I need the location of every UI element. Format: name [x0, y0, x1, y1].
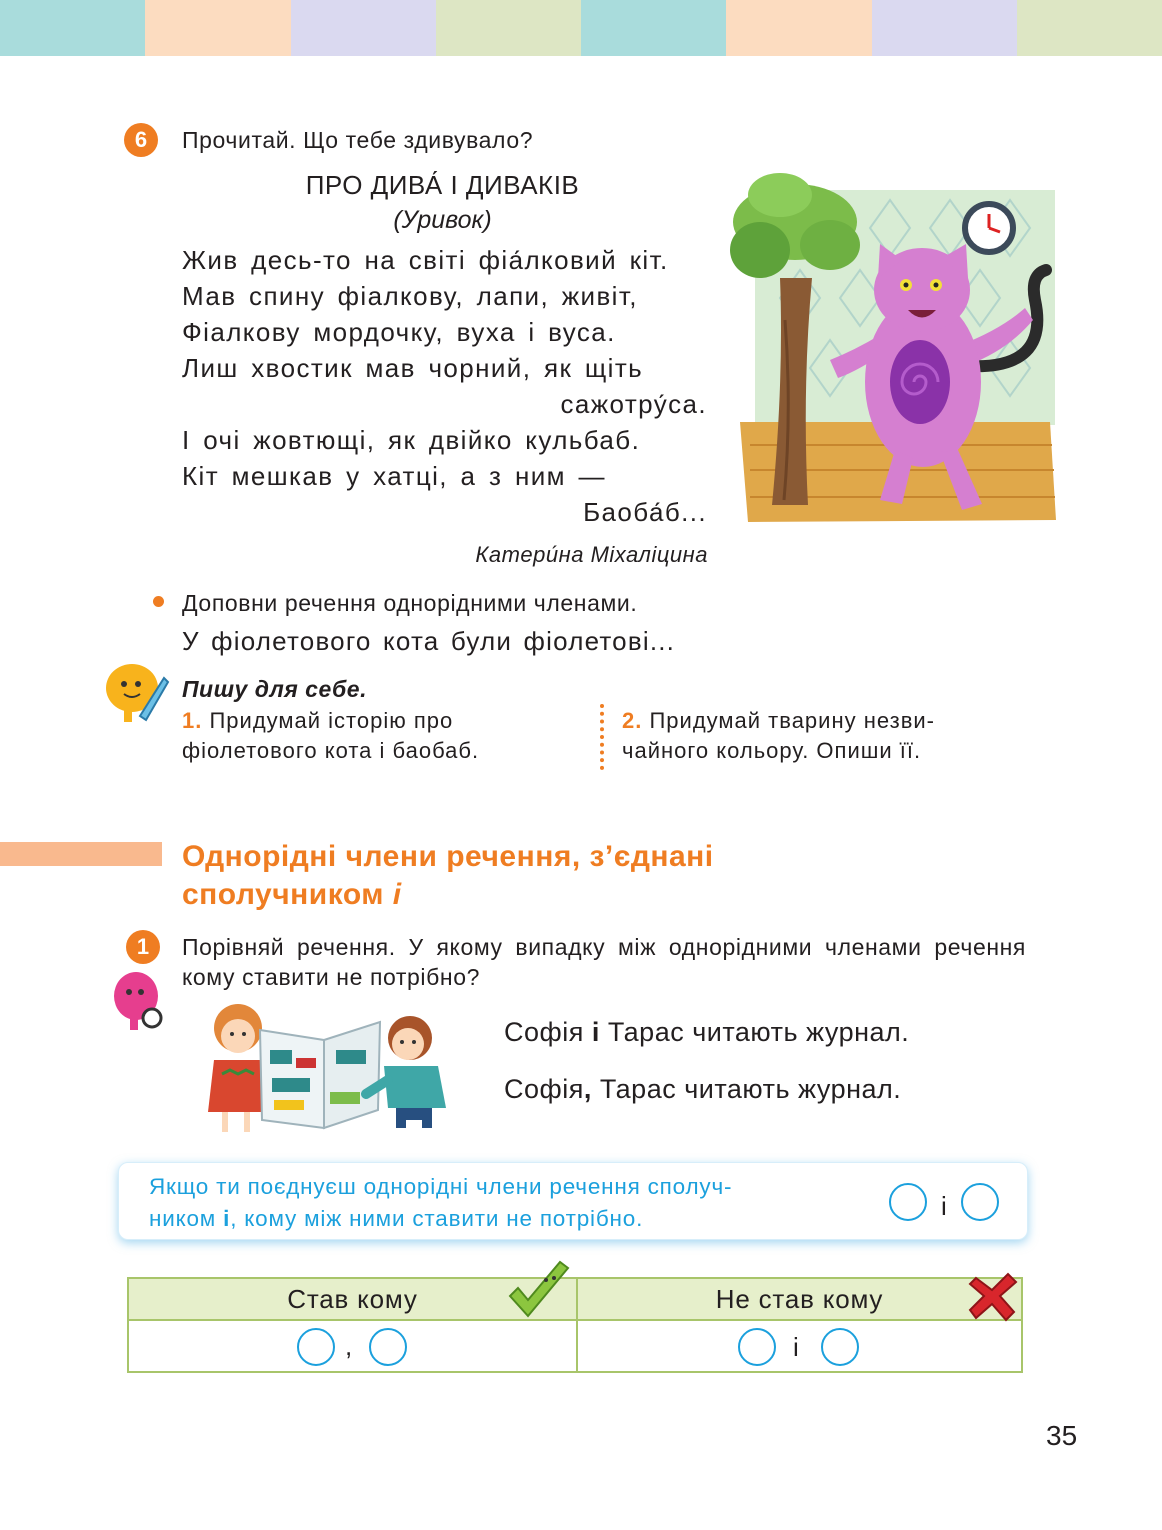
option-2: [622, 706, 935, 766]
sentence-part: Софія: [504, 1017, 592, 1047]
section-title: [182, 838, 714, 914]
bullet-marker: [153, 596, 164, 607]
poem-line: Фіалкову мордочку, вуха і вуса.: [182, 317, 616, 347]
option-1-number: 1.: [182, 708, 203, 733]
blank-circle: [297, 1328, 335, 1366]
poem-line: Кіт мешкав у хатці, а з ним —: [182, 461, 606, 491]
example-sentence-1: [504, 1017, 909, 1048]
band-segment: [872, 0, 1017, 56]
band-segment: [436, 0, 581, 56]
mascot-pink-icon: [110, 970, 168, 1034]
table-separator-conjunction: і: [793, 1332, 799, 1362]
cross-icon: [966, 1270, 1020, 1322]
bullet-instruction: Доповни речення однорідними членами.: [182, 590, 638, 616]
blank-circle: [738, 1328, 776, 1366]
children-reading-illustration: [196, 1000, 452, 1135]
sentence-part: Тарас читають журнал.: [591, 1074, 902, 1104]
sentence-comma: ,: [583, 1074, 592, 1104]
option-2-line: Придумай тварину незви-: [649, 708, 936, 733]
poem-line: Жив десь-то на світі фіа́лковий кіт.: [182, 245, 669, 275]
sentence-conjunction: і: [591, 1017, 600, 1047]
band-segment: [291, 0, 436, 56]
rule-separator: і: [941, 1191, 947, 1221]
task6-instruction: Прочитай. Що тебе здивувало?: [182, 127, 534, 153]
blank-circle: [889, 1183, 927, 1221]
cat-tree-illustration: [730, 160, 1060, 528]
page-number: 35: [1046, 1420, 1078, 1451]
table-divider: [576, 1279, 578, 1371]
task1-instruction: Порівняй речення. У якому випадку між однорідними членами речення кому ставити не потрібно?: [182, 934, 1026, 990]
poem-line: І очі жовтющі, як двійко кульбаб.: [182, 425, 641, 455]
top-color-band: [0, 0, 1162, 56]
table-header-comma: Став кому: [129, 1279, 576, 1319]
rule-line: Якщо ти поєднуєш однорідні члени речення сполуч-: [149, 1174, 733, 1199]
dotted-divider: [600, 704, 604, 770]
poem-line: Баоба́б...: [583, 497, 707, 527]
section-title-line: сполучником: [182, 878, 393, 911]
task-number-6: 6: [124, 123, 158, 157]
poem-text: [182, 242, 707, 530]
task-number-1: 1: [126, 930, 160, 964]
rule-box: [118, 1162, 1028, 1240]
table-separator-comma: ,: [345, 1331, 353, 1361]
example-sentence-2: [504, 1074, 901, 1105]
blank-circle: [369, 1328, 407, 1366]
band-segment: [0, 0, 145, 56]
table-header-no-comma: Не став кому: [578, 1279, 1021, 1319]
band-segment: [726, 0, 871, 56]
table-divider: [129, 1319, 1021, 1321]
sentence-part: Тарас читають журнал.: [599, 1017, 910, 1047]
checkmark-icon: [506, 1256, 572, 1326]
option-1-line: фіолетового кота і баобаб.: [182, 738, 480, 763]
band-segment: [145, 0, 290, 56]
blank-circle: [821, 1328, 859, 1366]
comma-rule-table: [127, 1277, 1023, 1373]
blank-circle: [961, 1183, 999, 1221]
poem-title: ПРО ДИВА́ І ДИВАКІВ: [305, 170, 580, 200]
option-1-line: Придумай історію про: [209, 708, 454, 733]
sentence-part: Софія: [504, 1074, 584, 1104]
poem-line: Мав спину фіалкову, лапи, живіт,: [182, 281, 638, 311]
section-title-line: Однорідні члени речення, з’єднані: [182, 840, 714, 873]
rule-text: [149, 1171, 849, 1235]
rule-conjunction: і: [223, 1206, 231, 1231]
self-writing-title: Пишу для себе.: [182, 676, 367, 702]
poem-author: Катери́на Міхаліцина: [475, 542, 708, 567]
poem-subtitle: (Уривок): [393, 206, 492, 234]
section-title-conjunction: і: [392, 878, 402, 911]
band-segment: [581, 0, 726, 56]
option-2-line: чайного кольору. Опиши її.: [622, 738, 922, 763]
option-2-number: 2.: [622, 708, 643, 733]
band-segment: [1017, 0, 1162, 56]
poem-line: Лиш хвостик мав чорний, як щіть: [182, 353, 644, 383]
incomplete-sentence: У фіолетового кота були фіолетові...: [182, 626, 676, 656]
poem-line: сажотру́са.: [560, 389, 707, 419]
rule-line: , кому між ними ставити не потрібно.: [230, 1206, 644, 1231]
option-1: [182, 706, 479, 766]
mascot-writing-icon: [104, 660, 170, 724]
rule-line: ником: [149, 1206, 224, 1231]
section-marker-bar: [0, 842, 162, 866]
